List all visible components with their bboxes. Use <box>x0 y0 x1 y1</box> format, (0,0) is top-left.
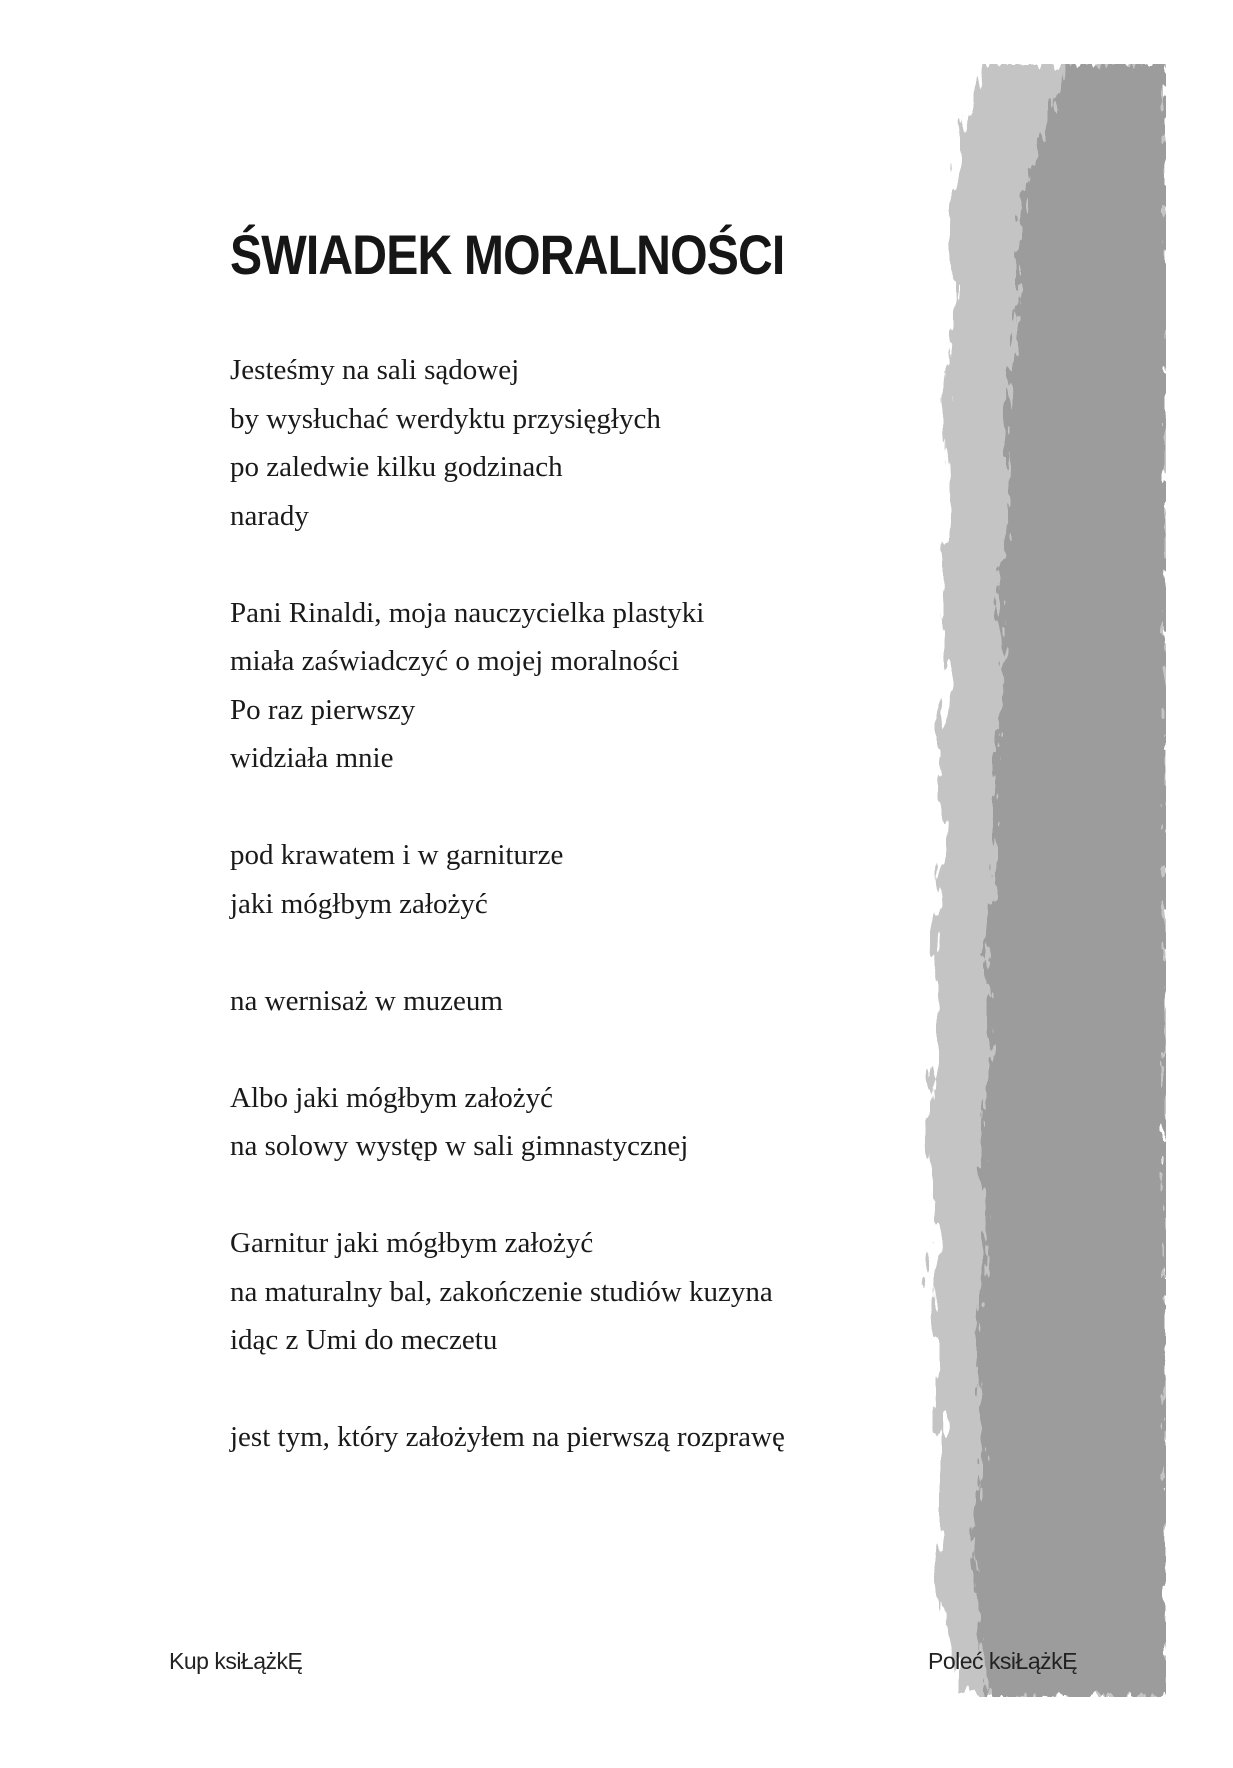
stanza <box>230 977 890 1026</box>
poem-line: narady <box>230 499 309 532</box>
brush-texture <box>920 64 1166 1697</box>
poem-body <box>230 346 890 1510</box>
buy-book-link[interactable]: Kup ksiŁążkĘ <box>169 1648 303 1674</box>
poem-title: ŚWIADEK MORALNOŚCI <box>230 223 785 286</box>
poem-line: miała zaświadczyć o mojej moralności <box>230 645 680 677</box>
poem-line: by wysłuchać werdyktu przysięgłych <box>230 402 661 435</box>
poem-line: jest tym, który założyłem na pierwszą rozprawę <box>230 1421 785 1453</box>
poem-line: na wernisaż w muzeum <box>230 984 503 1017</box>
poem-line: pod krawatem i w garniturze <box>230 839 564 871</box>
poem-line: Garnitur jaki mógłbym założyć <box>230 1227 594 1259</box>
poem-line: Albo jaki mógłbym założyć <box>230 1081 553 1114</box>
poem-line: jaki mógłbym założyć <box>230 887 488 920</box>
poem-line: idąc z Umi do meczetu <box>230 1324 498 1356</box>
poem-line: po zaledwie kilku godzinach <box>230 451 563 483</box>
poem-line: widziała mnie <box>230 742 394 774</box>
stanza <box>230 589 890 783</box>
decorative-brush-band <box>920 64 1166 1697</box>
stanza <box>230 1413 890 1462</box>
poem-line: na solowy występ w sali gimnastycznej <box>230 1130 689 1162</box>
poem-line: Po raz pierwszy <box>230 693 416 726</box>
poem-line: Pani Rinaldi, moja nauczycielka plastyki <box>230 596 705 629</box>
stanza <box>230 831 890 928</box>
stanza <box>230 1219 890 1365</box>
stanza <box>230 346 890 540</box>
poem-line: na maturalny bal, zakończenie studiów kuzyna <box>230 1275 773 1308</box>
poem-line: Jesteśmy na sali sądowej <box>230 354 520 386</box>
stanza <box>230 1074 890 1171</box>
recommend-book-link[interactable]: Poleć ksiŁążkĘ <box>928 1648 1077 1674</box>
